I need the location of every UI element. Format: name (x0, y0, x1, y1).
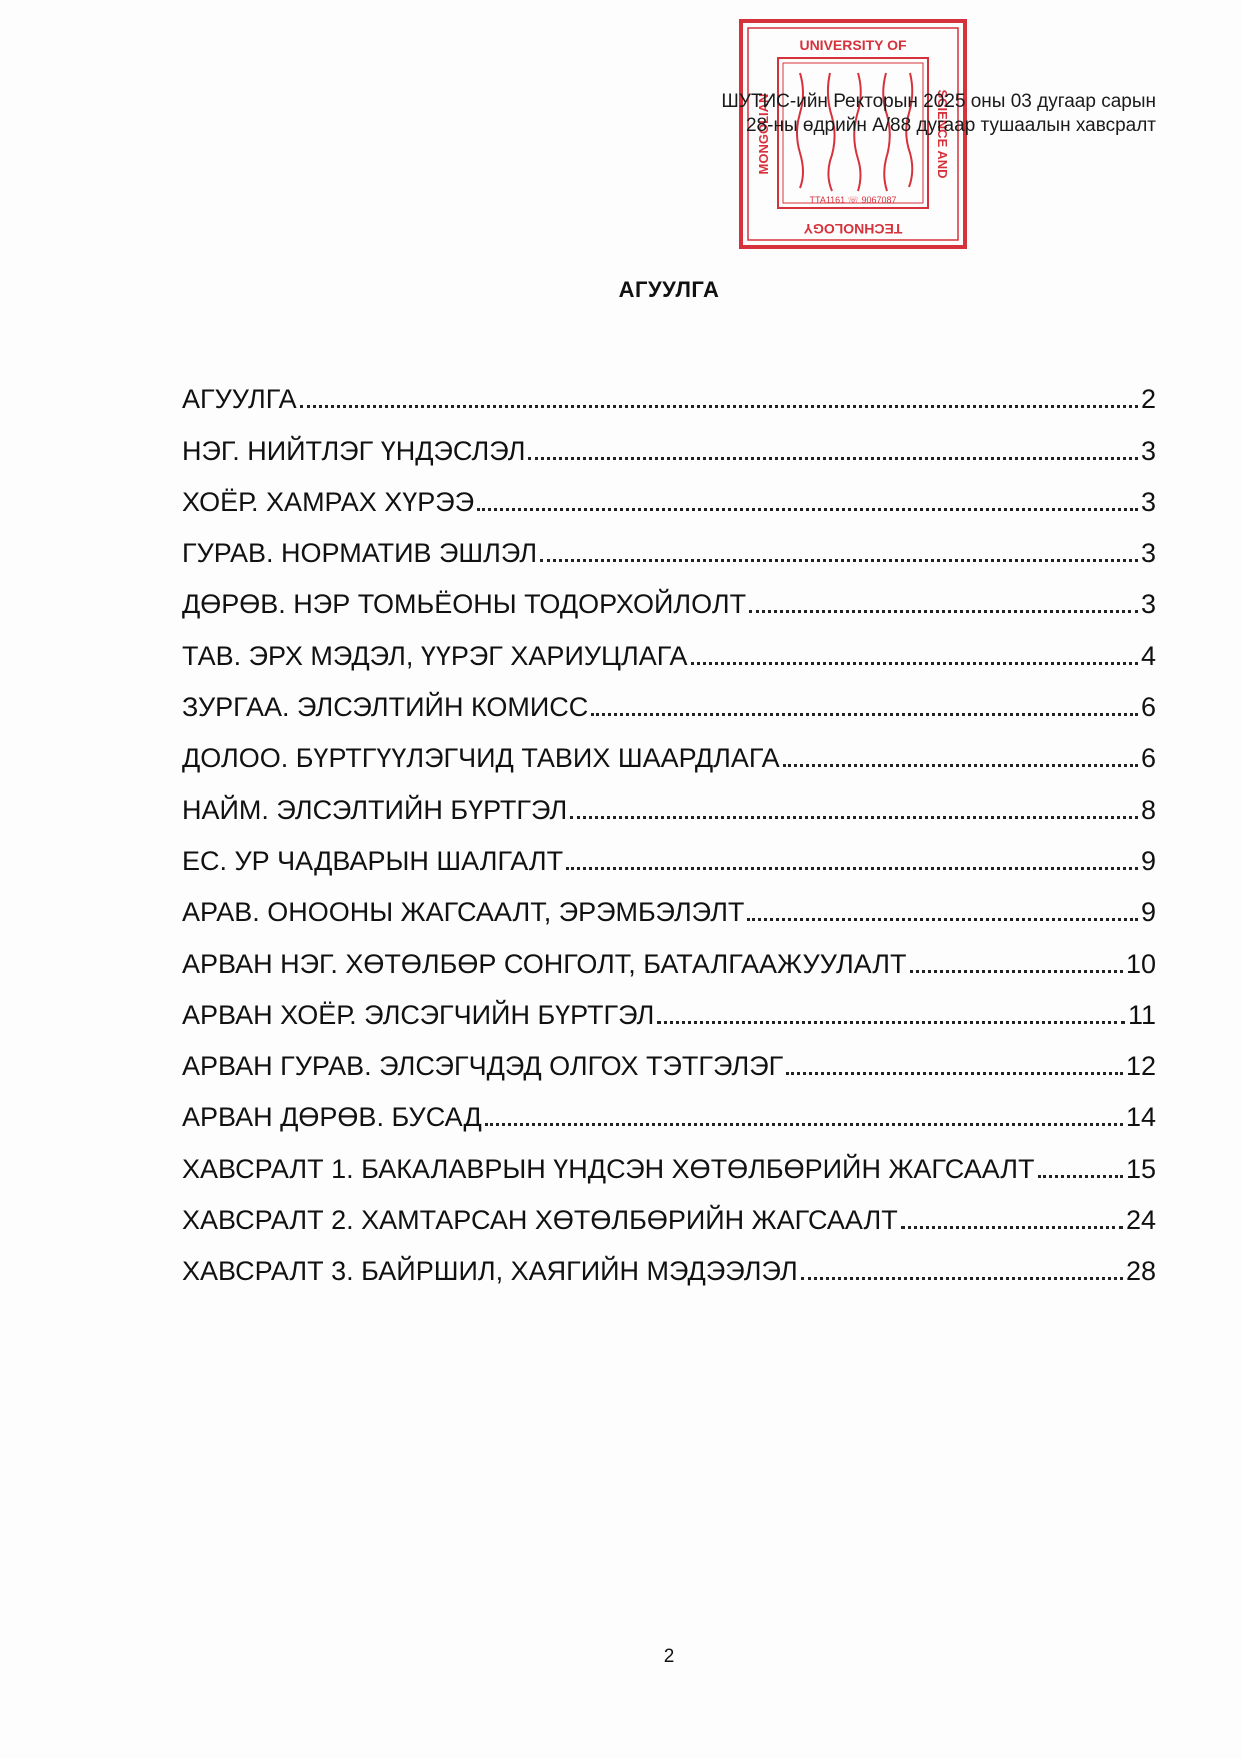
toc-entry[interactable] (182, 620, 1156, 671)
toc-entry-label: ДОЛОО. БҮРТГҮҮЛЭГЧИД ТАВИХ ШААРДЛАГА (182, 743, 780, 774)
toc-entry[interactable] (182, 672, 1156, 723)
toc-dot-leader (783, 764, 1138, 767)
toc-entry[interactable] (182, 415, 1156, 466)
toc-entry-label: ХАВСРАЛТ 1. БАКАЛАВРЫН ҮНДСЭН ХӨТӨЛБӨРИЙН ЖАГСААЛТ (182, 1153, 1035, 1184)
stamp-right-text: SCIENCE AND (935, 89, 950, 179)
toc-entry-page: 14 (1125, 1102, 1156, 1133)
toc-entry-label: ДӨРӨВ. НЭР ТОМЬЁОНЫ ТОДОРХОЙЛОЛТ (182, 589, 747, 620)
toc-entry[interactable] (182, 1133, 1156, 1184)
toc-entry[interactable] (182, 774, 1156, 825)
toc-entry-page: 3 (1140, 589, 1156, 620)
toc-entry-page: 6 (1140, 743, 1156, 774)
toc-entry-label: НЭГ. НИЙТЛЭГ ҮНДЭСЛЭЛ (182, 435, 526, 466)
stamp-bottom-text: TECHNOLOGY (803, 221, 903, 237)
toc-entry-page: 9 (1140, 897, 1156, 928)
toc-dot-leader (591, 713, 1138, 716)
toc-entry-label: ГУРАВ. НОРМАТИВ ЭШЛЭЛ (182, 538, 538, 569)
toc-entry-page: 2 (1140, 384, 1156, 415)
toc-entry[interactable] (182, 1236, 1156, 1287)
toc-entry-page: 24 (1125, 1205, 1156, 1236)
toc-dot-leader (540, 559, 1138, 562)
toc-entry[interactable] (182, 1082, 1156, 1133)
toc-dot-leader (901, 1226, 1123, 1229)
toc-dot-leader (477, 508, 1138, 511)
toc-entry-page: 3 (1140, 435, 1156, 466)
toc-entry-label: ХАВСРАЛТ 3. БАЙРШИЛ, ХАЯГИЙН МЭДЭЭЛЭЛ (182, 1256, 798, 1287)
toc-entry-page: 28 (1125, 1256, 1156, 1287)
toc-entry[interactable] (182, 1031, 1156, 1082)
toc-entry-page: 8 (1140, 794, 1156, 825)
toc-entry[interactable] (182, 723, 1156, 774)
toc-dot-leader (786, 1072, 1123, 1075)
toc-dot-leader (657, 1021, 1125, 1024)
toc-entry-label: АРВАН ХОЁР. ЭЛСЭГЧИЙН БҮРТГЭЛ (182, 999, 655, 1030)
toc-entry-page: 3 (1140, 538, 1156, 569)
toc-dot-leader (801, 1277, 1123, 1280)
toc-dot-leader (749, 610, 1138, 613)
stamp-top-text: UNIVERSITY OF (799, 37, 907, 53)
page-title: АГУУЛГА (618, 277, 720, 302)
toc-entry-label: АРВАН ДӨРӨВ. БУСАД (182, 1102, 482, 1133)
toc-entry[interactable] (182, 980, 1156, 1031)
toc-dot-leader (300, 405, 1138, 408)
toc-entry[interactable] (182, 1185, 1156, 1236)
toc-entry[interactable] (182, 826, 1156, 877)
decree-reference (721, 90, 1156, 138)
toc-entry-label: ХАВСРАЛТ 2. ХАМТАРСАН ХӨТӨЛБӨРИЙН ЖАГСААЛТ (182, 1205, 898, 1236)
toc-dot-leader (528, 457, 1138, 460)
toc-dot-leader (747, 918, 1138, 921)
stamp-left-text: MONGOLIAN (756, 93, 771, 175)
toc-entry-page: 15 (1125, 1153, 1156, 1184)
toc-entry[interactable] (182, 467, 1156, 518)
toc-entry-label: АРВАН ГУРАВ. ЭЛСЭГЧДЭД ОЛГОХ ТЭТГЭЛЭГ (182, 1051, 784, 1082)
toc-entry-page: 9 (1140, 845, 1156, 876)
toc-entry-page: 12 (1125, 1051, 1156, 1082)
toc-entry-label: ЗУРГАА. ЭЛСЭЛТИЙН КОМИСС (182, 692, 589, 723)
toc-entry-page: 10 (1125, 948, 1156, 979)
toc-dot-leader (570, 816, 1138, 819)
page-number: 2 (663, 1646, 675, 1667)
toc-entry[interactable] (182, 877, 1156, 928)
table-of-contents (182, 364, 1156, 1287)
toc-entry-page: 6 (1140, 692, 1156, 723)
decree-reference-line-2: 28-ны өдрийн А/88 дугаар тушаалын хавсралт (745, 115, 1156, 136)
toc-dot-leader (485, 1123, 1123, 1126)
toc-entry-label: АГУУЛГА (182, 384, 297, 415)
decree-reference-line-1: ШУТИС-ийн Ректорын 2025 оны 03 дугаар сарын (721, 91, 1156, 112)
toc-dot-leader (691, 662, 1138, 665)
toc-entry-label: ХОЁР. ХАМРАХ ХҮРЭЭ (182, 486, 475, 517)
toc-entry-label: ЕС. УР ЧАДВАРЫН ШАЛГАЛТ (182, 845, 564, 876)
toc-entry-page: 4 (1140, 640, 1156, 671)
toc-entry[interactable] (182, 518, 1156, 569)
stamp-id-text: TTA1161 ☏ 9067087 (809, 195, 897, 205)
toc-dot-leader (566, 867, 1138, 870)
toc-dot-leader (910, 970, 1123, 973)
toc-entry[interactable] (182, 364, 1156, 415)
toc-dot-leader (1038, 1175, 1123, 1178)
toc-entry[interactable] (182, 928, 1156, 979)
toc-entry-label: АРВАН НЭГ. ХӨТӨЛБӨР СОНГОЛТ, БАТАЛГААЖУУЛАЛТ (182, 948, 907, 979)
toc-entry[interactable] (182, 569, 1156, 620)
toc-entry-page: 11 (1127, 999, 1156, 1030)
toc-entry-page: 3 (1140, 486, 1156, 517)
toc-entry-label: ТАВ. ЭРХ МЭДЭЛ, ҮҮРЭГ ХАРИУЦЛАГА (182, 640, 688, 671)
toc-entry-label: АРАВ. ОНООНЫ ЖАГСААЛТ, ЭРЭМБЭЛЭЛТ (182, 897, 745, 928)
toc-entry-label: НАЙМ. ЭЛСЭЛТИЙН БҮРТГЭЛ (182, 794, 568, 825)
